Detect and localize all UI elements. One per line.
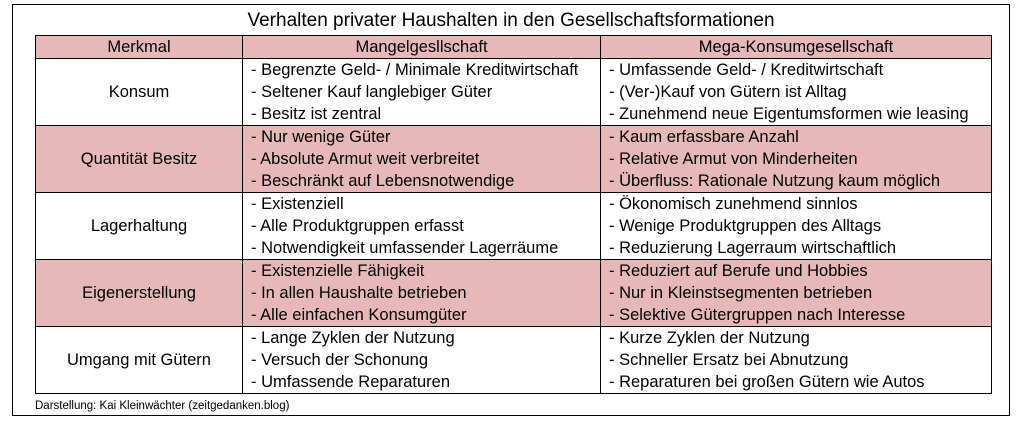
table-row: [36, 126, 992, 193]
credit-line: Darstellung: Kai Kleinwächter (zeitgedanken.blog): [35, 400, 290, 412]
list-item: - Umfassende Geld- / Kreditwirtschaft: [609, 61, 884, 79]
mangel-cell: [243, 193, 601, 260]
merkmal-cell: Eigenerstellung: [36, 260, 243, 327]
header-mega-konsumgesellschaft: Mega-Konsumgesellschaft: [601, 36, 992, 59]
mangel-cell: [243, 327, 601, 394]
mega-cell: [601, 260, 992, 327]
list-item: - Absolute Armut weit verbreitet: [251, 150, 480, 168]
merkmal-cell: Konsum: [36, 59, 243, 126]
list-item: - Existenziell: [251, 195, 344, 213]
table-row: [36, 260, 992, 327]
list-item: - Reduzierung Lagerraum wirtschaftlich: [609, 239, 897, 257]
table-title: Verhalten privater Haushalten in den Gesellschaftsformationen: [247, 10, 775, 31]
mangel-cell: [243, 260, 601, 327]
list-item: - Umfassende Reparaturen: [251, 373, 451, 391]
list-item: - In allen Haushalte betrieben: [251, 284, 467, 302]
list-item: - Nur in Kleinstsegmenten betrieben: [609, 284, 873, 302]
mangel-cell: [243, 126, 601, 193]
list-item: - Schneller Ersatz bei Abnutzung: [609, 351, 849, 369]
list-item: - Reparaturen bei großen Gütern wie Autos: [609, 373, 925, 391]
header-merkmal: Merkmal: [36, 36, 243, 59]
table-row: [36, 327, 992, 394]
list-item: - Alle Produktgruppen erfasst: [251, 217, 464, 235]
list-item: - Alle einfachen Konsumgüter: [251, 306, 467, 324]
header-mangelgesellschaft: Mangelgesllschaft: [243, 36, 601, 59]
list-item: - Wenige Produktgruppen des Alltags: [609, 217, 882, 235]
merkmal-cell: Lagerhaltung: [36, 193, 243, 260]
list-item: - Zunehmend neue Eigentumsformen wie leasing: [609, 105, 969, 123]
figure-frame: [12, 4, 1010, 416]
list-item: - Kurze Zyklen der Nutzung: [609, 329, 810, 347]
mega-cell: [601, 126, 992, 193]
mangel-cell: [243, 59, 601, 126]
table-row: [36, 193, 992, 260]
list-item: - Reduziert auf Berufe und Hobbies: [609, 262, 868, 280]
list-item: - Selektive Gütergruppen nach Interesse: [609, 306, 906, 324]
list-item: - Ökonomisch zunehmend sinnlos: [609, 195, 858, 213]
list-item: - Lange Zyklen der Nutzung: [251, 329, 455, 347]
list-item: - Besitz ist zentral: [251, 105, 382, 123]
list-item: - Notwendigkeit umfassender Lagerräume: [251, 239, 559, 257]
list-item: - Nur wenige Güter: [251, 128, 391, 146]
list-item: - Versuch der Schonung: [251, 351, 429, 369]
list-item: - Überfluss: Rationale Nutzung kaum möglich: [609, 172, 941, 190]
list-item: - Existenzielle Fähigkeit: [251, 262, 425, 280]
header-row: [36, 36, 992, 59]
merkmal-cell: Umgang mit Gütern: [36, 327, 243, 394]
list-item: - Begrenzte Geld- / Minimale Kreditwirtschaft: [251, 61, 579, 79]
mega-cell: [601, 59, 992, 126]
list-item: - Seltener Kauf langlebiger Güter: [251, 83, 493, 101]
comparison-table: [35, 35, 992, 394]
list-item: - Beschränkt auf Lebensnotwendige: [251, 172, 515, 190]
list-item: - Kaum erfassbare Anzahl: [609, 128, 799, 146]
list-item: - Relative Armut von Minderheiten: [609, 150, 858, 168]
mega-cell: [601, 193, 992, 260]
list-item: - (Ver-)Kauf von Gütern ist Alltag: [609, 83, 847, 101]
mega-cell: [601, 327, 992, 394]
table-row: [36, 59, 992, 126]
merkmal-cell: Quantität Besitz: [36, 126, 243, 193]
